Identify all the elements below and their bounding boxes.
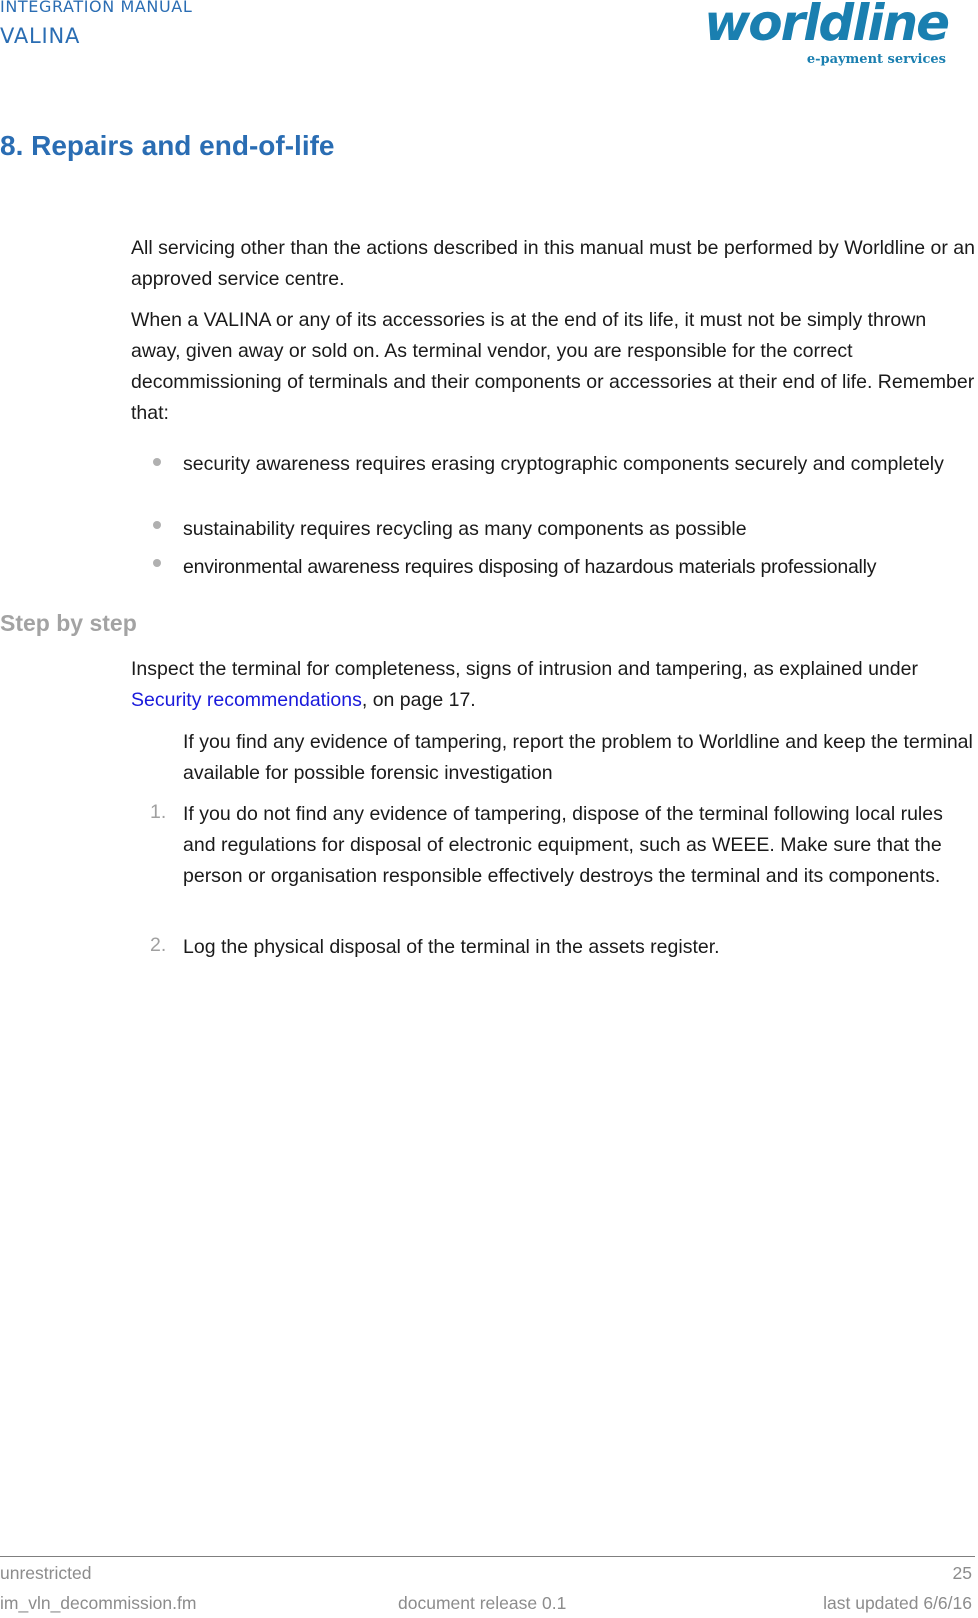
manual-type: INTEGRATION MANUAL xyxy=(0,0,193,16)
step-number: 1. xyxy=(150,801,167,823)
tampering-note: If you find any evidence of tampering, report the problem to Worldline and keep the terminal available for possible forensic investigation xyxy=(183,731,973,784)
step-number: 2. xyxy=(150,934,167,956)
bullet-item: security awareness requires erasing cryptographic components securely and completely xyxy=(183,453,944,475)
step-by-step-heading: Step by step xyxy=(0,610,137,636)
classification-label: unrestricted xyxy=(0,1563,92,1583)
bullet-dot xyxy=(153,521,161,529)
bullet-item: environmental awareness requires disposing of hazardous materials professionally xyxy=(183,556,877,578)
page-number: 25 xyxy=(952,1563,972,1583)
document-release: document release 0.1 xyxy=(398,1593,567,1613)
security-recommendations-link[interactable]: Security recommendations xyxy=(131,689,362,711)
bullet-dot xyxy=(153,559,161,567)
bullet-item: sustainability requires recycling as many components as possible xyxy=(183,518,747,540)
servicing-paragraph: All servicing other than the actions described in this manual must be performed by Worldline or an approved service centre. xyxy=(131,237,975,290)
footer-divider xyxy=(0,1556,975,1557)
product-name: VALINA xyxy=(0,24,81,48)
inspect-text: Inspect the terminal for completeness, signs of intrusion and tampering, as explained under xyxy=(131,658,918,680)
logo-tagline: e-payment services xyxy=(806,52,946,67)
bullet-dot xyxy=(153,458,161,466)
section-heading: 8. Repairs and end-of-life xyxy=(0,130,335,161)
worldline-logo xyxy=(698,0,948,67)
inspect-text-end: , on page 17. xyxy=(361,689,476,711)
source-filename: im_vln_decommission.fm xyxy=(0,1593,197,1613)
step-item: Log the physical disposal of the terminal in the assets register. xyxy=(183,936,720,958)
end-of-life-paragraph: When a VALINA or any of its accessories is at the end of its life, it must not be simply thrown away, given away or sold on. As terminal vendor, you are responsible for the correct decommissioning of terminals and their components or accessories at their end of life. Remember that: xyxy=(131,309,975,424)
step-item: If you do not find any evidence of tampering, dispose of the terminal following local rules and regulations for disposal of electronic equipment, such as WEEE. Make sure that the person or organisation responsible effectively destroys the terminal and its components. xyxy=(183,803,943,887)
logo-wordmark: worldline xyxy=(704,0,948,52)
last-updated: last updated 6/6/16 xyxy=(823,1593,972,1613)
inspect-paragraph xyxy=(131,654,976,716)
